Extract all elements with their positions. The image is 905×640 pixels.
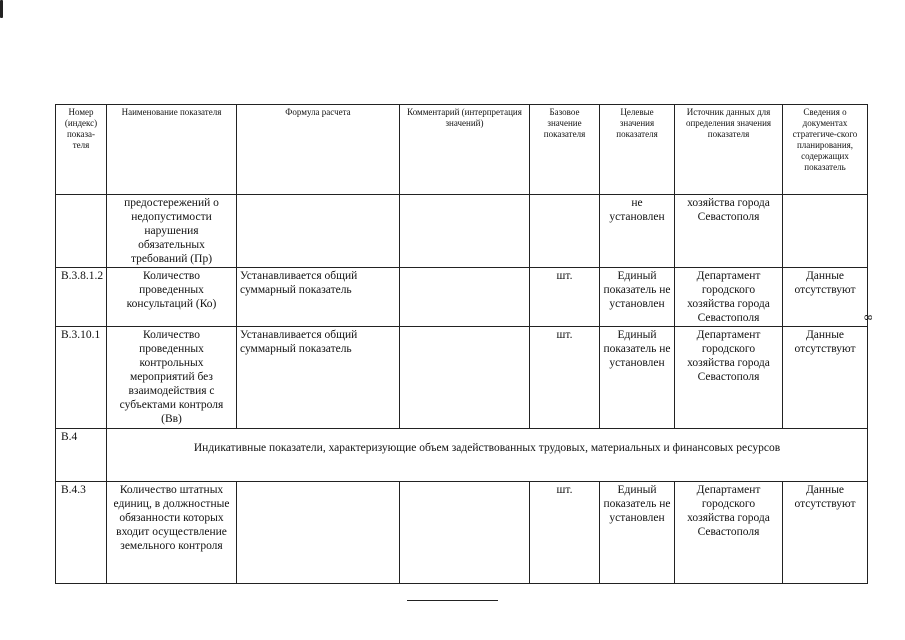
table-row: [56, 268, 868, 327]
footer-divider: [407, 600, 498, 601]
row-comment: [400, 195, 530, 268]
section-title: Индикативные показатели, характеризующие объем задействованных трудовых, материальных и финансовых ресурсов: [107, 429, 868, 482]
header-row: [56, 105, 868, 195]
row-name: Количество штатных единиц, в должностные обязанности которых входит осуществление земельного контроля: [107, 482, 237, 584]
table-row: [56, 327, 868, 429]
row-name: предостережений о недопустимости нарушения обязательных требований (Пр): [107, 195, 237, 268]
header-comment: Комментарий (интерпретация значений): [400, 105, 530, 195]
row-comment: [400, 482, 530, 584]
row-base: [530, 195, 600, 268]
row-base: шт.: [530, 482, 600, 584]
row-source: хозяйства города Севастополя: [675, 195, 783, 268]
section-row: [56, 429, 868, 482]
row-formula: [237, 195, 400, 268]
row-code: [56, 195, 107, 268]
row-target: Единый показатель не установлен: [600, 327, 675, 429]
row-base: шт.: [530, 327, 600, 429]
row-formula: Устанавливается общий суммарный показатель: [237, 268, 400, 327]
page-number: 8: [861, 314, 876, 321]
row-target: не установлен: [600, 195, 675, 268]
header-target: Целевые значения показателя: [600, 105, 675, 195]
section-code: В.4: [56, 429, 107, 482]
row-docs: Данные отсутствуют: [783, 482, 868, 584]
row-target: Единый показатель не установлен: [600, 268, 675, 327]
row-formula: [237, 482, 400, 584]
row-formula: Устанавливается общий суммарный показатель: [237, 327, 400, 429]
header-base: Базовое значение показателя: [530, 105, 600, 195]
row-base: шт.: [530, 268, 600, 327]
indicators-table: [55, 104, 868, 584]
header-source: Источник данных для определения значения показателя: [675, 105, 783, 195]
row-source: Департамент городского хозяйства города Севастополя: [675, 327, 783, 429]
header-code: Номер (индекс) показа-теля: [56, 105, 107, 195]
row-docs: Данные отсутствуют: [783, 327, 868, 429]
row-name: Количество проведенных консультаций (Ко): [107, 268, 237, 327]
binding-edge-mark: [0, 0, 3, 18]
table-row: [56, 482, 868, 584]
header-docs: Сведения о документах стратегиче-ского планирования, содержащих показатель: [783, 105, 868, 195]
row-source: Департамент городского хозяйства города Севастополя: [675, 482, 783, 584]
row-code: В.4.3: [56, 482, 107, 584]
header-formula: Формула расчета: [237, 105, 400, 195]
row-name: Количество проведенных контрольных мероприятий без взаимодействия с субъектами контроля (Вв): [107, 327, 237, 429]
row-docs: Данные отсутствуют: [783, 268, 868, 327]
table-row: [56, 195, 868, 268]
row-code: В.3.8.1.2: [56, 268, 107, 327]
row-comment: [400, 268, 530, 327]
row-target: Единый показатель не установлен: [600, 482, 675, 584]
row-comment: [400, 327, 530, 429]
row-source: Департамент городского хозяйства города Севастополя: [675, 268, 783, 327]
row-code: В.3.10.1: [56, 327, 107, 429]
row-docs: [783, 195, 868, 268]
header-name: Наименование показателя: [107, 105, 237, 195]
